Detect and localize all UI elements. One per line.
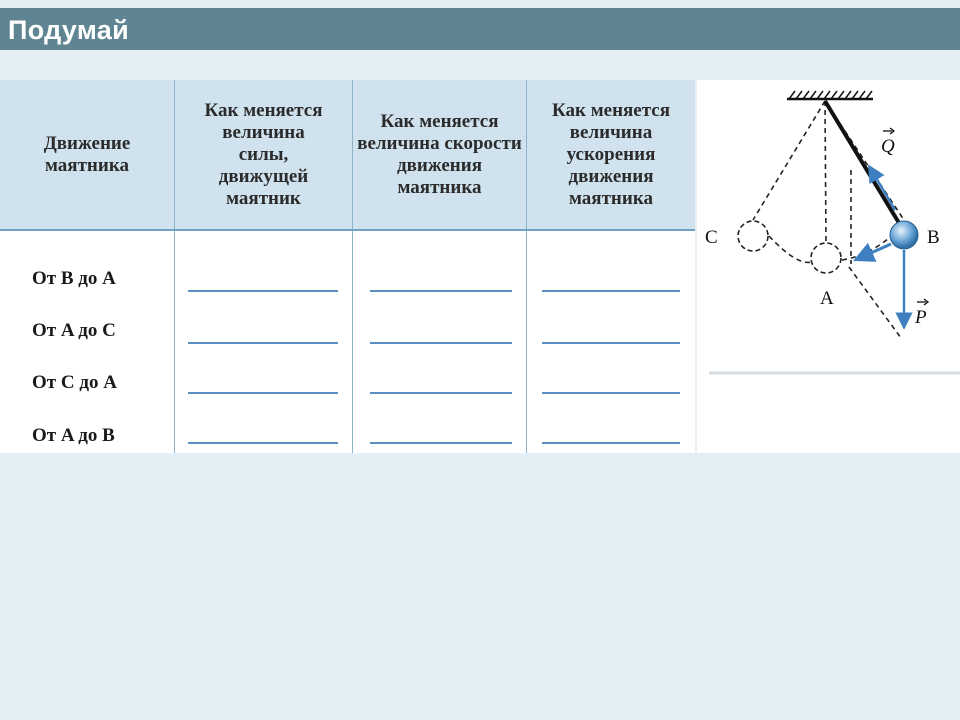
- header-acceleration: [527, 80, 695, 229]
- slide-title-bar: [0, 8, 960, 50]
- answer-blank-speed-3[interactable]: [370, 392, 512, 394]
- answer-blank-force-1[interactable]: [188, 290, 338, 292]
- pendulum-ball: [890, 221, 918, 249]
- row-label-b-to-a: От B до A: [32, 268, 116, 289]
- header-speed: [353, 80, 526, 229]
- q-vector-arrow: [869, 166, 895, 210]
- ceiling-support: [787, 91, 873, 99]
- label-c: C: [705, 227, 718, 248]
- answer-blank-acceleration-3[interactable]: [542, 392, 680, 394]
- header-force-text: Как меняется величина силы, движущей маятник: [204, 99, 323, 209]
- position-c-circle: [738, 221, 768, 251]
- header-motion-text: Движение маятника: [43, 132, 131, 176]
- answer-blank-acceleration-1[interactable]: [542, 290, 680, 292]
- answer-blank-acceleration-4[interactable]: [542, 442, 680, 444]
- slide-title: Подумай: [8, 15, 130, 45]
- pendulum-string: [825, 101, 899, 223]
- answer-blank-speed-4[interactable]: [370, 442, 512, 444]
- pendulum-diagram: [697, 80, 960, 453]
- row-label-a-to-c: От A до C: [32, 320, 116, 341]
- answer-blank-force-3[interactable]: [188, 392, 338, 394]
- label-a: A: [820, 288, 834, 309]
- column-divider: [526, 80, 527, 453]
- header-force: [175, 80, 352, 229]
- label-q: Q: [881, 136, 895, 157]
- column-divider: [174, 80, 175, 453]
- header-motion: [0, 80, 174, 229]
- label-b: B: [927, 227, 940, 248]
- pendulum-table: [0, 80, 695, 453]
- label-p: P: [915, 307, 927, 328]
- column-divider: [352, 80, 353, 453]
- answer-blank-force-2[interactable]: [188, 342, 338, 344]
- header-divider: [0, 229, 695, 231]
- answer-blank-acceleration-2[interactable]: [542, 342, 680, 344]
- answer-blank-speed-2[interactable]: [370, 342, 512, 344]
- pendulum-figure: [697, 80, 960, 453]
- label-q-group: [881, 128, 895, 157]
- answer-blank-force-4[interactable]: [188, 442, 338, 444]
- row-label-a-to-b: От A до B: [32, 425, 115, 446]
- answer-blank-speed-1[interactable]: [370, 290, 512, 292]
- header-acceleration-text: Как меняется величина ускорения движения маятника: [551, 99, 671, 209]
- label-p-group: [914, 299, 928, 328]
- tangential-arrow: [855, 244, 891, 260]
- row-label-c-to-a: От C до A: [32, 372, 117, 393]
- position-a-circle: [811, 243, 841, 273]
- header-speed-text: Как меняется величина скорости движения маятника: [357, 110, 522, 198]
